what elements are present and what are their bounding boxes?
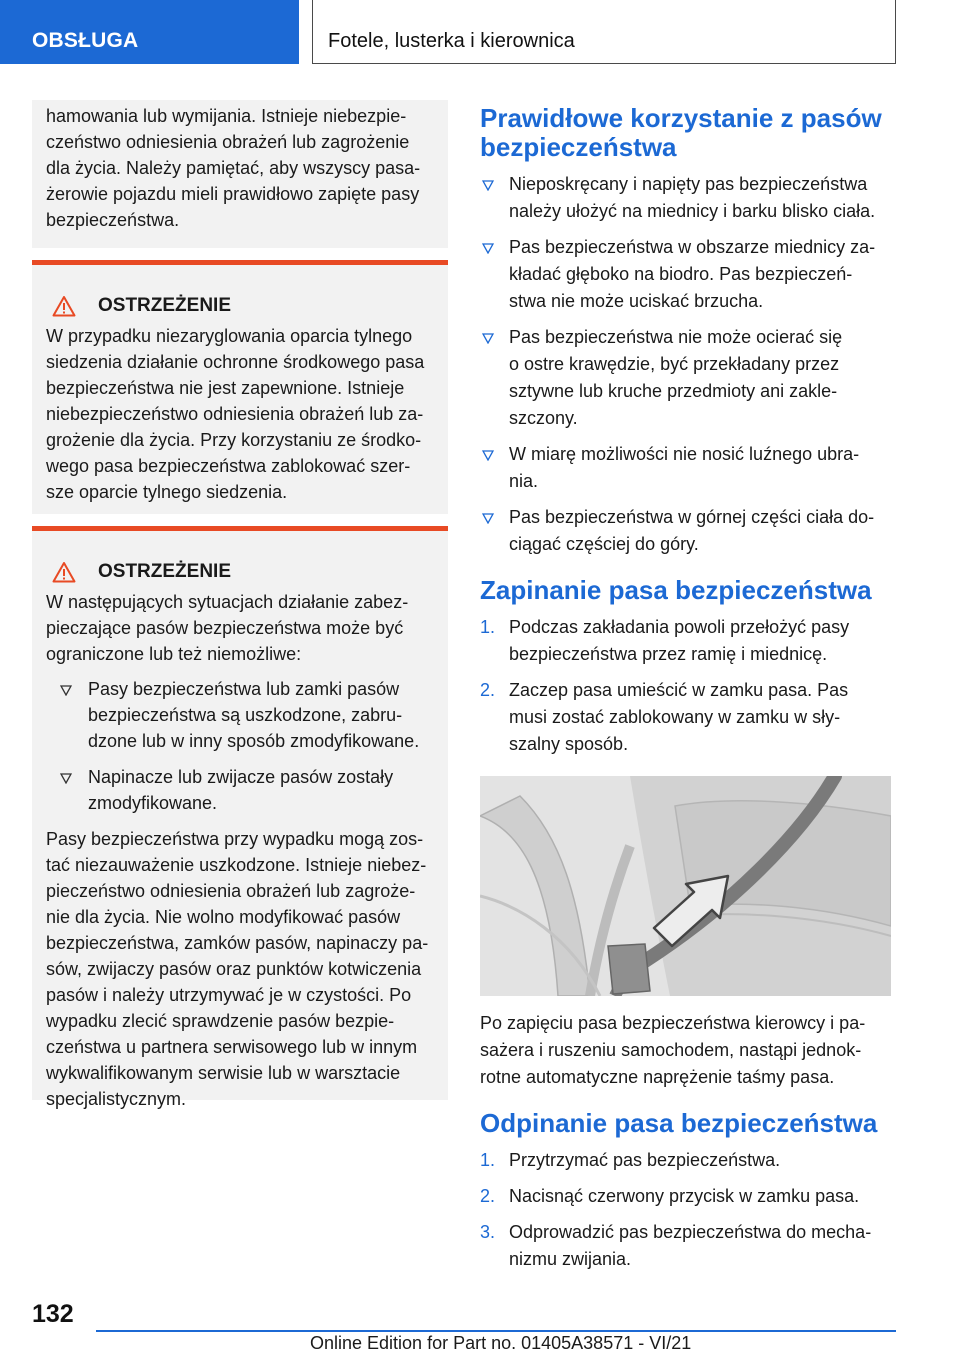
line: pasów i należy utrzymywać je w czystości. Po: [46, 985, 412, 1005]
line: sze oparcie tylnego siedzenia.: [46, 482, 288, 502]
footer-divider: [96, 1330, 896, 1332]
line: bezpieczeństwa nie jest zapewnione. Istnieje: [46, 378, 405, 398]
line: Nieposkręcany i napięty pas bezpieczeństwa: [509, 174, 868, 194]
warning-box-2: [32, 526, 448, 1109]
line: musi zostać zablokowany w zamku w sły-: [509, 707, 841, 727]
triangle-bullet-icon: [482, 180, 494, 191]
line: siedzenia działanie ochronne środkowego pasa: [46, 352, 425, 372]
step-number: 1.: [480, 1150, 496, 1170]
warning-heading: [46, 557, 434, 587]
line: Zaczep pasa umieścić w zamku pasa. Pas: [509, 680, 849, 700]
line: sażera i ruszeniu samochodem, nastąpi jednok-: [480, 1040, 862, 1060]
list-item: [480, 1147, 894, 1174]
triangle-bullet-icon: [60, 685, 72, 696]
warning-title: OSTRZEŻENIE: [98, 561, 232, 582]
right-column: [480, 104, 894, 1282]
line: Podczas zakładania powoli przełożyć pasy: [509, 617, 850, 637]
seatbelt-buckle-illustration: [480, 776, 891, 996]
line: hamowania lub wymijania. Istnieje niebezpie-: [46, 106, 407, 126]
heading-line: Prawidłowe korzystanie z pasów: [480, 103, 882, 133]
step-number: 2.: [480, 1186, 496, 1206]
unfasten-steps: [480, 1147, 894, 1273]
line: Pasy bezpieczeństwa lub zamki pasów: [88, 679, 400, 699]
list-item: [480, 234, 894, 315]
line: zmodyfikowane.: [88, 793, 218, 813]
list-item: [480, 504, 894, 558]
list-item: [46, 764, 434, 816]
line: pieczeństwo odniesienia obrażeń lub zagroże-: [46, 881, 416, 901]
line: sztywne lub kruche przedmioty ani zakle-: [509, 381, 838, 401]
section-heading-correct-use: [480, 104, 894, 162]
line: niebezpieczeństwo odniesienia obrażeń lub za-: [46, 404, 424, 424]
line: szalny sposób.: [509, 734, 629, 754]
line: rotne automatyczne naprężenie taśmy pasa.: [480, 1067, 835, 1087]
line: o ostre krawędzie, być przekładany przez: [509, 354, 840, 374]
line: Pas bezpieczeństwa nie może ocierać się: [509, 327, 843, 347]
line: grożenie dla życia. Przy korzystaniu ze środko-: [46, 430, 422, 450]
line: bezpieczeństwa są uszkodzone, zabru-: [88, 705, 403, 725]
line: W przypadku niezaryglowania oparcia tylnego: [46, 326, 413, 346]
chapter-title: Fotele, lusterka i kierownica: [312, 0, 896, 64]
line: bezpieczeństwa, zamków pasów, napinaczy pa-: [46, 933, 429, 953]
line: czeństwo odniesienia obrażeń lub zagrożenie: [46, 132, 410, 152]
line: Odprowadzić pas bezpieczeństwa do mecha-: [509, 1222, 872, 1242]
warning-title: OSTRZEŻENIE: [98, 295, 232, 316]
after-fasten-note: [480, 1010, 894, 1091]
triangle-bullet-icon: [482, 450, 494, 461]
line: nia.: [509, 471, 539, 491]
line: Po zapięciu pasa bezpieczeństwa kierowcy i pa-: [480, 1013, 866, 1033]
line: nizmu zwijania.: [509, 1249, 632, 1269]
correct-use-list: [480, 171, 894, 558]
line: ograniczone lub też niemożliwe:: [46, 644, 302, 664]
warning-triangle-icon: [52, 561, 76, 583]
fasten-steps: [480, 614, 894, 758]
line: szczony.: [509, 408, 578, 428]
line: należy ułożyć na miednicy i barku blisko ciała.: [509, 201, 876, 221]
triangle-bullet-icon: [482, 243, 494, 254]
line: czeństwa u partnera serwisowego lub w innym: [46, 1037, 418, 1057]
line: specjalistycznym.: [46, 1089, 187, 1109]
line: wego pasa bezpieczeństwa zablokować szer-: [46, 456, 411, 476]
page-number: 132: [32, 1300, 74, 1328]
continued-note-box: [32, 100, 448, 248]
list-item: [480, 324, 894, 432]
section-tab: OBSŁUGA: [0, 0, 299, 64]
left-column: [32, 100, 448, 1109]
line: ciągać częściej do góry.: [509, 534, 699, 554]
line: Pas bezpieczeństwa w górnej części ciała do-: [509, 507, 875, 527]
list-item: [480, 614, 894, 668]
footer-edition: Online Edition for Part no. 01405A38571 - VI/21: [310, 1333, 692, 1353]
triangle-bullet-icon: [482, 333, 494, 344]
warning-triangle-icon: [52, 295, 76, 317]
list-item: [480, 677, 894, 758]
list-item: [46, 676, 434, 754]
step-number: 2.: [480, 680, 496, 700]
section-heading-fasten: Zapinanie pasa bezpieczeństwa: [480, 575, 872, 605]
section-heading-unfasten: Odpinanie pasa bezpieczeństwa: [480, 1108, 878, 1138]
line: Pas bezpieczeństwa w obszarze miednicy za-: [509, 237, 876, 257]
warning-heading: [46, 291, 434, 321]
line: nie dla życia. Nie wolno modyfikować pasów: [46, 907, 401, 927]
line: wypadku zlecić sprawdzenie pasów bezpie-: [46, 1011, 395, 1031]
line: tać niezauważenie uszkodzone. Istnieje niebez-: [46, 855, 427, 875]
step-number: 1.: [480, 617, 496, 637]
line: W miarę możliwości nie nosić luźnego ubra-: [509, 444, 860, 464]
line: kładać głęboko na biodro. Pas bezpieczeń-: [509, 264, 853, 284]
heading-line: bezpieczeństwa: [480, 132, 677, 162]
line: Nacisnąć czerwony przycisk w zamku pasa.: [509, 1186, 860, 1206]
triangle-bullet-icon: [60, 773, 72, 784]
line: Napinacze lub zwijacze pasów zostały: [88, 767, 394, 787]
line: dla życia. Należy pamiętać, aby wszyscy pasa-: [46, 158, 421, 178]
line: Przytrzymać pas bezpieczeństwa.: [509, 1150, 781, 1170]
list-item: [480, 171, 894, 225]
warning-bullet-list: [46, 676, 434, 816]
line: pieczające pasów bezpieczeństwa może być: [46, 618, 404, 638]
step-number: 3.: [480, 1222, 496, 1242]
line: W następujących sytuacjach działanie zabez-: [46, 592, 409, 612]
warning-box-1: [32, 260, 448, 514]
line: dzone lub w inny sposób zmodyfikowane.: [88, 731, 420, 751]
list-item: [480, 1219, 894, 1273]
line: bezpieczeństwa.: [46, 210, 180, 230]
line: żerowie pojazdu mieli prawidłowo zapięte pasy: [46, 184, 420, 204]
line: Pasy bezpieczeństwa przy wypadku mogą zos-: [46, 829, 424, 849]
list-item: [480, 441, 894, 495]
triangle-bullet-icon: [482, 513, 494, 524]
line: bezpieczeństwa przez ramię i miednicę.: [509, 644, 828, 664]
line: sów, zwijaczy pasów oraz punktów kotwiczenia: [46, 959, 422, 979]
list-item: [480, 1183, 894, 1210]
line: stwa nie może uciskać brzucha.: [509, 291, 764, 311]
line: wykwalifikowanym serwisie lub w warsztacie: [46, 1063, 401, 1083]
